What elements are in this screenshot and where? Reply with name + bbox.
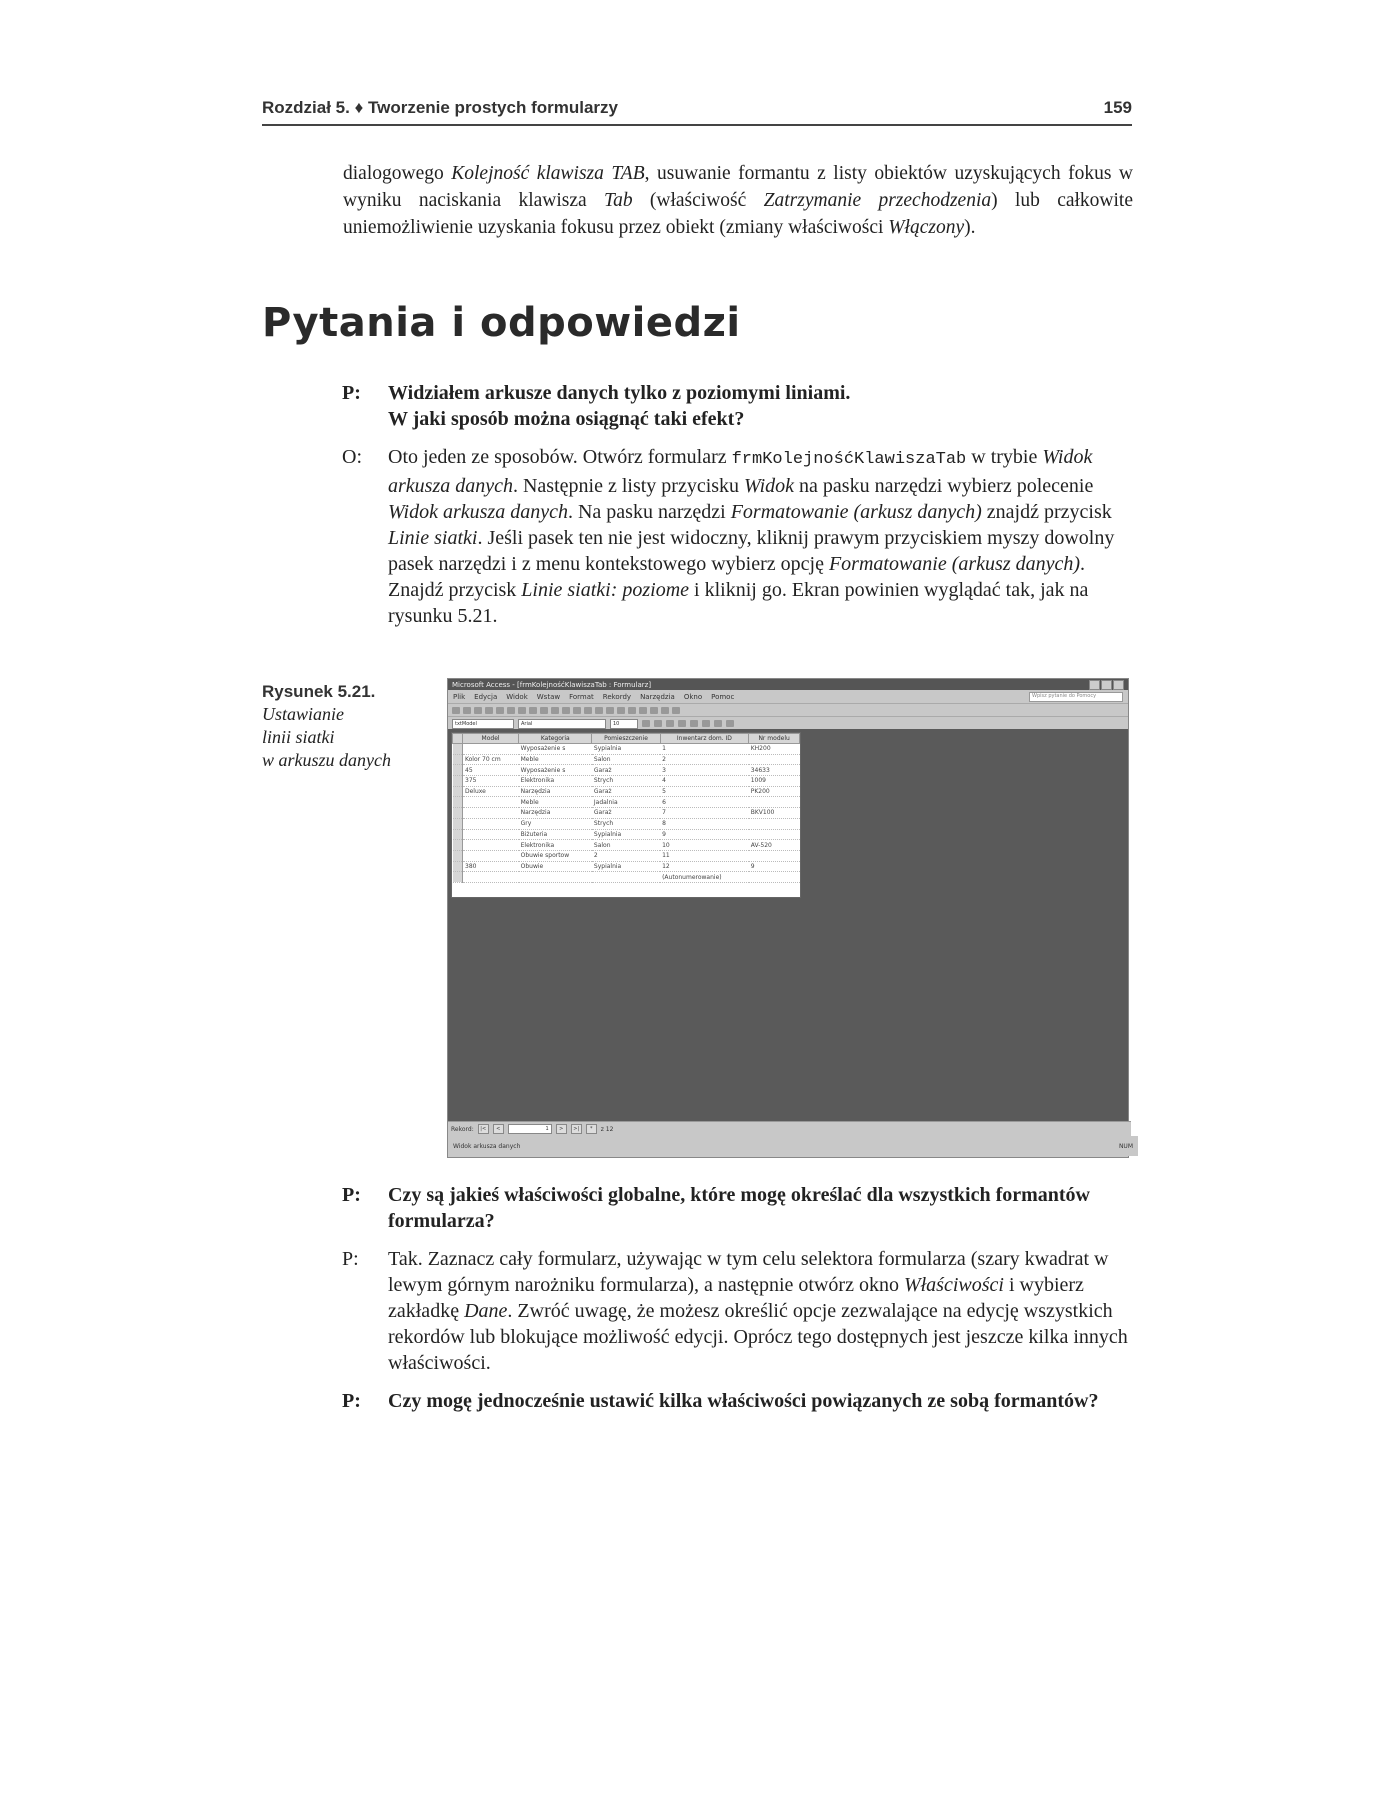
menu-item-wstaw[interactable]: Wstaw	[536, 692, 561, 701]
table-cell[interactable]: AV-520	[749, 840, 800, 851]
question-3	[342, 1388, 1132, 1414]
table-cell[interactable]: Elektronika	[519, 840, 592, 851]
table-cell[interactable]: Elektronika	[519, 776, 592, 787]
question-line: Widziałem arkusze danych tylko z poziomymi liniami.	[388, 382, 851, 404]
figure-caption-line: w arkuszu danych	[262, 750, 391, 770]
answer-run: i wybierz zakładkę	[388, 1274, 1084, 1322]
running-header	[262, 98, 1132, 126]
answer-run: . Znajdź przycisk	[388, 553, 1086, 601]
table-cell[interactable]	[463, 829, 519, 840]
datasheet-body	[453, 744, 800, 883]
answer-run: w trybie	[966, 446, 1043, 468]
table-cell[interactable]: 380	[463, 861, 519, 872]
font-size-combo[interactable]: 10	[610, 719, 638, 729]
new-object-icon[interactable]	[661, 707, 669, 714]
table-cell[interactable]: 34633	[749, 765, 800, 776]
question-line: W jaki sposób można osiągnąć taki efekt?	[388, 408, 745, 430]
table-cell[interactable]	[749, 818, 800, 829]
font-combo[interactable]: Arial	[518, 719, 606, 729]
help-search-input[interactable]: Wpisz pytanie do Pomocy	[1029, 692, 1123, 702]
table-cell[interactable]: Salon	[592, 840, 660, 851]
table-cell[interactable]: Meble	[519, 754, 592, 765]
answer-italic: Linie siatki	[388, 527, 478, 549]
answer-run: . Następnie z listy przycisku	[512, 475, 745, 497]
sort-descending-icon[interactable]	[573, 707, 581, 714]
table-row[interactable]	[453, 744, 800, 755]
answer-run: i kliknij go. Ekran powinien wyglądać tak, jak na rysunku 5.21.	[388, 579, 1089, 627]
record-selector[interactable]	[453, 744, 463, 755]
fill-color-icon[interactable]	[678, 720, 686, 727]
table-cell[interactable]: 45	[463, 765, 519, 776]
table-cell[interactable]: 375	[463, 776, 519, 787]
table-cell[interactable]	[749, 850, 800, 861]
spelling-icon[interactable]	[496, 707, 504, 714]
table-cell[interactable]: 1	[660, 744, 749, 755]
table-cell[interactable]	[463, 872, 519, 883]
intro-italic: Kolejność klawisza TAB	[451, 163, 645, 184]
answer-1	[342, 444, 1132, 629]
table-cell[interactable]: 9	[660, 829, 749, 840]
form-selector[interactable]	[453, 734, 463, 744]
answer-text	[388, 1246, 1132, 1376]
table-cell[interactable]: 8	[660, 818, 749, 829]
table-cell[interactable]: Deluxe	[463, 786, 519, 797]
datasheet-header-row	[453, 734, 800, 744]
font-color-icon[interactable]	[690, 720, 698, 727]
table-cell[interactable]: Sypialnia	[592, 829, 660, 840]
answer-italic: Widok	[744, 475, 795, 497]
window-titlebar	[448, 679, 1128, 690]
record-selector[interactable]	[453, 776, 463, 787]
table-cell[interactable]	[749, 797, 800, 808]
table-cell[interactable]	[749, 829, 800, 840]
table-row[interactable]	[453, 754, 800, 765]
maximize-icon[interactable]	[1101, 680, 1112, 690]
column-header-nr-modelu[interactable]: Nr modelu	[749, 734, 800, 744]
first-record-icon[interactable]: |<	[478, 1124, 489, 1134]
answer-marker: O:	[342, 446, 362, 468]
hyperlink-icon[interactable]	[551, 707, 559, 714]
copy-icon[interactable]	[518, 707, 526, 714]
question-marker: P:	[342, 382, 361, 404]
intro-text: dialogowego	[343, 163, 452, 184]
form-name-code: frmKolejnośćKlawiszaTab	[731, 450, 967, 469]
table-cell[interactable]: Garaż	[592, 786, 660, 797]
table-cell[interactable]: Wyposażenie s	[519, 744, 592, 755]
gridlines-icon[interactable]	[714, 720, 722, 727]
table-cell[interactable]	[519, 872, 592, 883]
answer-italic: Linie siatki: poziome	[521, 579, 690, 601]
page-number: 159	[1103, 98, 1132, 117]
form-workspace	[448, 729, 1128, 1121]
answer-italic: Formatowanie (arkusz danych)	[828, 553, 1081, 575]
answer-run: Oto jeden ze sposobów. Otwórz formularz	[388, 446, 732, 468]
previous-record-icon[interactable]: <	[493, 1124, 504, 1134]
answer-run: . Na pasku narzędzi	[567, 501, 731, 523]
table-cell[interactable]: 5	[660, 786, 749, 797]
status-text: Widok arkusza danych	[453, 1142, 521, 1150]
next-record-icon[interactable]: >	[556, 1124, 567, 1134]
undo-icon[interactable]	[540, 707, 548, 714]
table-cell[interactable]	[592, 872, 660, 883]
table-cell[interactable]: Kolor 70 cm	[463, 754, 519, 765]
answer-run: znajdź przycisk	[981, 501, 1112, 523]
figure-caption-title: Rysunek 5.21.	[262, 682, 376, 701]
table-cell[interactable]: 2	[592, 850, 660, 861]
print-icon[interactable]	[474, 707, 482, 714]
properties-icon[interactable]	[639, 707, 647, 714]
record-selector[interactable]	[453, 797, 463, 808]
table-cell[interactable]: KH200	[749, 744, 800, 755]
menu-item-okno[interactable]: Okno	[683, 692, 703, 701]
close-icon[interactable]	[1113, 680, 1124, 690]
menu-item-widok[interactable]: Widok	[506, 692, 528, 701]
last-record-icon[interactable]: >|	[571, 1124, 582, 1134]
column-header-inwentarz-id[interactable]: Inwentarz dom. ID	[660, 734, 749, 744]
table-row[interactable]	[453, 797, 800, 808]
table-row[interactable]	[453, 840, 800, 851]
table-cell[interactable]: 7	[660, 808, 749, 819]
question-text: Czy mogę jednocześnie ustawić kilka właściwości powiązanych ze sobą formantów?	[388, 1390, 1099, 1412]
save-icon[interactable]	[463, 707, 471, 714]
record-number-field[interactable]: 1	[508, 1124, 552, 1134]
status-num-indicator: NUM	[1118, 1142, 1133, 1150]
record-selector[interactable]	[453, 754, 463, 765]
menu-item-format[interactable]: Format	[569, 692, 594, 701]
table-cell[interactable]: Garaż	[592, 765, 660, 776]
record-selector[interactable]	[453, 829, 463, 840]
help-icon[interactable]	[672, 707, 680, 714]
question-marker: P:	[342, 1390, 361, 1412]
answer-run: . Jeśli pasek ten nie jest widoczny, kliknij prawym przyciskiem myszy dowolny pasek narzędzi i z menu kontekstowego wybierz opcję	[388, 527, 1115, 575]
column-header-kategoria[interactable]: Kategoria	[519, 734, 592, 744]
answer-run: . Zwróć uwagę, że możesz określić opcje zezwalające na edycję wszystkich rekordów lub blokujące możliwość edycji. Oprócz tego dostępnych jest jeszcze kilka innych właściwości.	[388, 1300, 1128, 1374]
special-effect-icon[interactable]	[726, 720, 734, 727]
table-cell[interactable]: Strych	[592, 818, 660, 829]
menu-item-rekordy[interactable]: Rekordy	[602, 692, 632, 701]
table-cell[interactable]: Sypialnia	[592, 744, 660, 755]
table-cell[interactable]: 6	[660, 797, 749, 808]
record-nav-label: Rekord:	[451, 1125, 474, 1133]
table-cell[interactable]: Narzędzia	[519, 786, 592, 797]
table-row[interactable]	[453, 861, 800, 872]
record-selector[interactable]	[453, 872, 463, 883]
filter-icon[interactable]	[584, 707, 592, 714]
table-cell[interactable]	[463, 797, 519, 808]
access-screenshot	[447, 678, 1133, 1158]
answer-italic: Formatowanie (arkusz danych)	[730, 501, 982, 523]
chapter-title: Rozdział 5. ♦ Tworzenie prostych formularzy	[262, 98, 618, 117]
find-icon[interactable]	[606, 707, 614, 714]
answer-italic: Widok arkusza danych	[388, 446, 1093, 497]
datasheet-table	[452, 733, 800, 883]
table-cell[interactable]: PK200	[749, 786, 800, 797]
record-navigation	[448, 1121, 1131, 1136]
answer-italic: Dane	[464, 1300, 508, 1322]
table-cell[interactable]: 10	[660, 840, 749, 851]
record-total: z 12	[600, 1125, 614, 1133]
answer-italic: Właściwości	[903, 1274, 1004, 1296]
answer-run: Tak. Zaznacz cały formularz, używając w tym celu selektora formularza (szary kwadrat w lewym górnym narożniku formularza), a następnie otwórz okno	[388, 1248, 1109, 1296]
object-combo[interactable]: txtModel	[452, 719, 514, 729]
intro-text: , usuwanie formantu z listy obiektów uzyskujących fokus w wyniku naciskania klawisza	[343, 163, 1133, 211]
table-cell[interactable]: Wyposażenie s	[519, 765, 592, 776]
table-row[interactable]	[453, 776, 800, 787]
underline-icon[interactable]	[666, 720, 674, 727]
delete-record-icon[interactable]	[628, 707, 636, 714]
table-cell[interactable]: Obuwie sportow	[519, 850, 592, 861]
line-color-icon[interactable]	[702, 720, 710, 727]
table-cell[interactable]: Meble	[519, 797, 592, 808]
column-header-pomieszczenie[interactable]: Pomieszczenie	[592, 734, 660, 744]
answer-marker: P:	[342, 1248, 359, 1270]
figure-caption-line: Ustawianie	[262, 704, 345, 724]
menu-item-edycja[interactable]: Edycja	[474, 692, 498, 701]
minimize-icon[interactable]	[1089, 680, 1100, 690]
question-marker: P:	[342, 1184, 361, 1206]
table-row[interactable]	[453, 765, 800, 776]
record-selector[interactable]	[453, 861, 463, 872]
table-cell[interactable]: Biżuteria	[519, 829, 592, 840]
table-cell[interactable]: 3	[660, 765, 749, 776]
table-row[interactable]	[453, 872, 800, 883]
table-cell[interactable]: Sypialnia	[592, 861, 660, 872]
record-selector[interactable]	[453, 786, 463, 797]
table-cell[interactable]: 9	[749, 861, 800, 872]
table-cell[interactable]: 1009	[749, 776, 800, 787]
bold-icon[interactable]	[642, 720, 650, 727]
table-cell[interactable]: Narzędzia	[519, 808, 592, 819]
record-selector[interactable]	[453, 818, 463, 829]
database-toolbar	[448, 704, 1128, 717]
new-record-icon[interactable]	[617, 707, 625, 714]
menu-item-pomoc[interactable]: Pomoc	[711, 692, 735, 701]
answer-italic: Widok arkusza danych	[388, 501, 568, 523]
question-2	[342, 1182, 1132, 1234]
table-cell[interactable]: 12	[660, 861, 749, 872]
table-cell[interactable]: 11	[660, 850, 749, 861]
table-cell[interactable]: Gry	[519, 818, 592, 829]
figure-caption	[262, 680, 432, 772]
italic-icon[interactable]	[654, 720, 662, 727]
table-cell[interactable]	[463, 744, 519, 755]
figure-caption-line: linii siatki	[262, 727, 335, 747]
record-selector[interactable]	[453, 765, 463, 776]
table-cell[interactable]: 2	[660, 754, 749, 765]
datasheet-grid	[451, 732, 801, 898]
table-cell[interactable]	[463, 850, 519, 861]
table-cell[interactable]: Obuwie	[519, 861, 592, 872]
record-selector[interactable]	[453, 840, 463, 851]
intro-italic: Zatrzymanie przechodzenia	[763, 190, 992, 211]
table-cell[interactable]	[463, 818, 519, 829]
answer-run: na pasku narzędzi wybierz polecenie	[794, 475, 1094, 497]
table-row[interactable]	[453, 850, 800, 861]
table-row[interactable]	[453, 786, 800, 797]
table-cell[interactable]: Salon	[592, 754, 660, 765]
intro-paragraph	[343, 160, 1133, 241]
table-cell[interactable]	[749, 872, 800, 883]
new-record-nav-icon[interactable]: *	[586, 1124, 597, 1134]
apply-filter-icon[interactable]	[595, 707, 603, 714]
table-cell[interactable]: Garaż	[592, 808, 660, 819]
menu-bar	[448, 690, 1128, 704]
intro-text: ).	[964, 217, 976, 238]
menu-item-narzedzia[interactable]: Narzędzia	[640, 692, 675, 701]
record-selector[interactable]	[453, 808, 463, 819]
table-cell[interactable]: Strych	[592, 776, 660, 787]
answer-2	[342, 1246, 1132, 1376]
sort-ascending-icon[interactable]	[562, 707, 570, 714]
window-title: Microsoft Access - [frmKolejnośćKlawiszaTab : Formularz]	[452, 680, 652, 689]
intro-text: ) lub całkowite uniemożliwienie uzyskania fokusu przez obiekt (zmiany właściwości	[343, 190, 1134, 238]
table-cell[interactable]: BKV100	[749, 808, 800, 819]
table-row[interactable]	[453, 829, 800, 840]
preview-icon[interactable]	[485, 707, 493, 714]
section-heading: Pytania i odpowiedzi	[262, 300, 741, 346]
table-cell[interactable]: Jadalnia	[592, 797, 660, 808]
table-cell[interactable]: 4	[660, 776, 749, 787]
column-header-model[interactable]: Model	[463, 734, 519, 744]
answer-text	[388, 444, 1132, 629]
table-row[interactable]	[453, 818, 800, 829]
intro-italic: Włączony	[888, 217, 965, 238]
record-selector[interactable]	[453, 850, 463, 861]
paste-icon[interactable]	[529, 707, 537, 714]
intro-text: (właściwość	[632, 190, 764, 211]
question-text: Czy są jakieś właściwości globalne, które mogę określać dla wszystkich formantów formularza?	[388, 1184, 1090, 1232]
table-cell[interactable]	[463, 840, 519, 851]
menu-item-plik[interactable]: Plik	[453, 692, 466, 701]
status-bar	[448, 1136, 1138, 1156]
table-row[interactable]	[453, 808, 800, 819]
table-cell[interactable]: (Autonumerowanie)	[660, 872, 749, 883]
question-1	[342, 380, 1132, 432]
database-window-icon[interactable]	[650, 707, 658, 714]
table-cell[interactable]	[749, 754, 800, 765]
cut-icon[interactable]	[507, 707, 515, 714]
table-cell[interactable]	[463, 808, 519, 819]
view-icon[interactable]	[452, 707, 460, 714]
intro-italic: Tab	[604, 190, 633, 211]
